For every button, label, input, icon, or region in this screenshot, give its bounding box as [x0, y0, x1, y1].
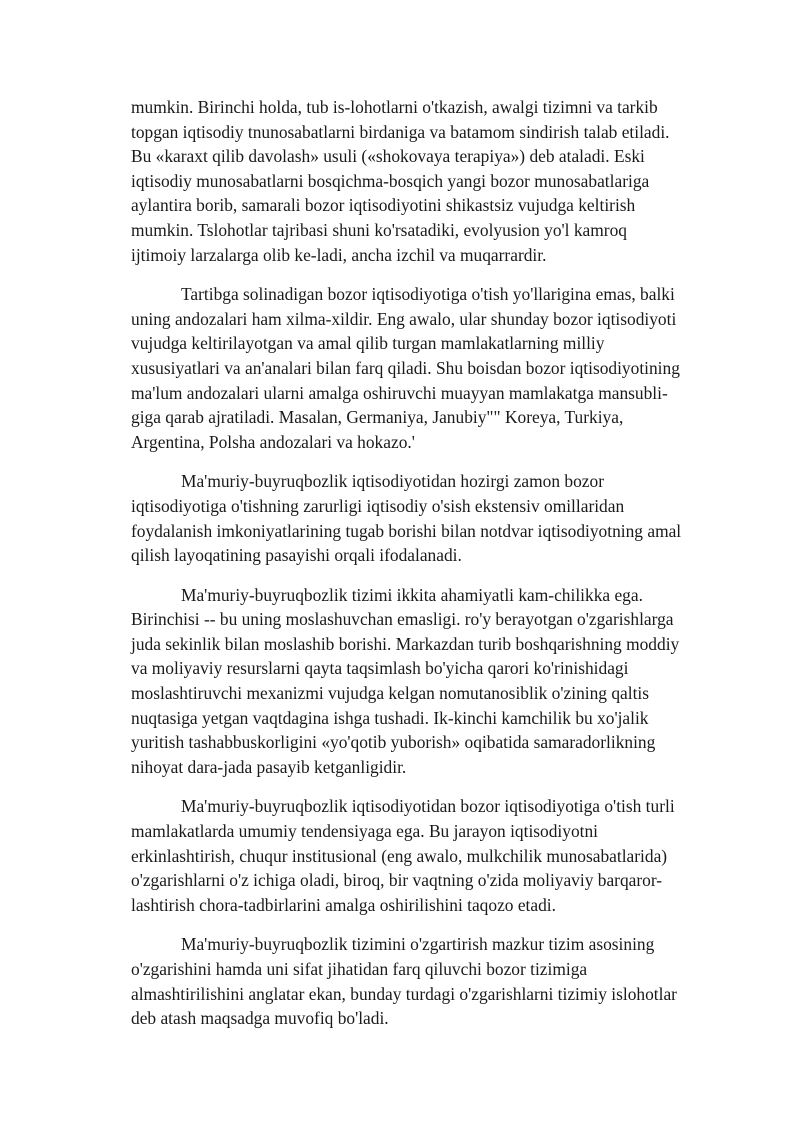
text-line: iqtisodiy munosabatlarni bosqichma-bosqich yangi bozor munosabatlariga — [131, 170, 650, 191]
text-line: qilish layoqatining pasayishi orqali ifodalanadi. — [131, 545, 462, 566]
text-line: mumkin. Birinchi holda, tub is-lohotlarni o'tkazish, awalgi tizimni va tarkib — [131, 97, 658, 117]
text-line: almashtirilishini anglatar ekan, bunday turdagi o'zgarishlarni tizimiy islohotlar — [131, 983, 677, 1004]
text-line: deb atash maqsadga muvofiq bo'ladi. — [131, 1008, 389, 1029]
text-line: topgan iqtisodiy tnunosabatlarni birdaniga va batamom sindirish talab etiladi. — [131, 121, 670, 142]
text-line: ijtimoiy larzalarga olib ke-ladi, ancha izchil va muqarrardir. — [131, 244, 547, 265]
text-line: o'zgarishini hamda uni sifat jihatidan farq qiluvchi bozor tizimiga — [131, 959, 588, 979]
text-line: aylantira borib, samarali bozor iqtisodiyotini shikastsiz vujudga keltirish — [131, 195, 636, 216]
paragraph-6 — [131, 932, 727, 1030]
text-line: vujudga keltirilayotgan va amal qilib turgan mamlakatlarning milliy — [131, 333, 605, 354]
text-line: nihoyat dara-jada pasayib ketganligidir. — [131, 756, 407, 777]
text-line: giga qarab ajratiladi. Masalan, Germaniya, Janubiy"" Koreya, Turkiya, — [131, 407, 624, 428]
text-line: Tartibga solinadigan bozor iqtisodiyotiga o'tish yo'llarigina emas, balki — [181, 284, 675, 305]
text-line: Ma'muriy-buyruqbozlik tizimini o'zgartirish mazkur tizim asosining — [181, 934, 655, 955]
text-line: Ma'muriy-buyruqbozlik iqtisodiyotidan bozor iqtisodiyotiga o'tish turli — [181, 796, 675, 817]
text-line: lashtirish chora-tadbirlarini amalga oshirilishini taqozo etadi. — [131, 894, 556, 915]
text-line: juda sekinlik bilan moslashib borishi. Markazdan turib boshqarishning moddiy — [131, 633, 680, 654]
text-line: va moliyaviy resurslarni qayta taqsimlash bo'yicha qarori ko'rinishidagi — [131, 658, 629, 679]
text-line: foydalanish imkoniyatlarining tugab borishi bilan notdvar iqtisodiyotning amal — [131, 520, 682, 541]
text-line: mumkin. Tslohotlar tajribasi shuni ko'rsatadiki, evolyusion yo'l kamroq — [131, 219, 627, 240]
paragraph-2 — [131, 282, 727, 454]
paragraph-5 — [131, 794, 727, 917]
text-line: erkinlashtirish, chuqur institusional (eng awalo, mulkchilik munosabatlarida) — [131, 845, 668, 866]
paragraph-3 — [131, 469, 727, 567]
paragraph-1 — [131, 95, 727, 267]
text-line: Bu «karaxt qilib davolash» usuli («shokovaya terapiya») deb ataladi. Eski — [131, 146, 645, 167]
text-line: Argentina, Polsha andozalari va hokazo.' — [131, 431, 415, 452]
text-line: Ma'muriy-buyruqbozlik tizimi ikkita ahamiyatli kam-chilikka ega. — [181, 584, 643, 605]
text-line: o'zgarishlarni o'z ichiga oladi, biroq, bir vaqtning o'zida moliyaviy barqaror- — [131, 870, 663, 891]
document-body — [131, 95, 727, 1046]
text-line: nuqtasiga yetgan vaqtdagina ishga tushadi. Ik-kinchi kamchilik bu xo'jalik — [131, 707, 649, 728]
text-line: mamlakatlarda umumiy tendensiyaga ega. Bu jarayon iqtisodiyotni — [131, 821, 599, 842]
paragraph-4 — [131, 583, 727, 780]
text-line: Birinchisi -- bu uning moslashuvchan emasligi. ro'y berayotgan o'zgarishlarga — [131, 609, 674, 630]
text-line: uning andozalari ham xilma-xildir. Eng awalo, ular shunday bozor iqtisodiyoti — [131, 308, 677, 329]
text-line: xususiyatlari va an'analari bilan farq qiladi. Shu boisdan bozor iqtisodiyotining — [131, 357, 680, 378]
text-line: yuritish tashabbuskorligini «yo'qotib yuborish» oqibatida samaradorlikning — [131, 732, 656, 753]
text-line: ma'lum andozalari ularni amalga oshiruvchi muayyan mamlakatga mansubli- — [131, 382, 668, 403]
text-line: Ma'muriy-buyruqbozlik iqtisodiyotidan hozirgi zamon bozor — [181, 471, 605, 492]
text-line: moslashtiruvchi mexanizmi vujudga kelgan nomutanosiblik o'zining qaltis — [131, 683, 650, 704]
text-line: iqtisodiyotiga o'tishning zarurligi iqtisodiy o'sish ekstensiv omillaridan — [131, 495, 625, 516]
